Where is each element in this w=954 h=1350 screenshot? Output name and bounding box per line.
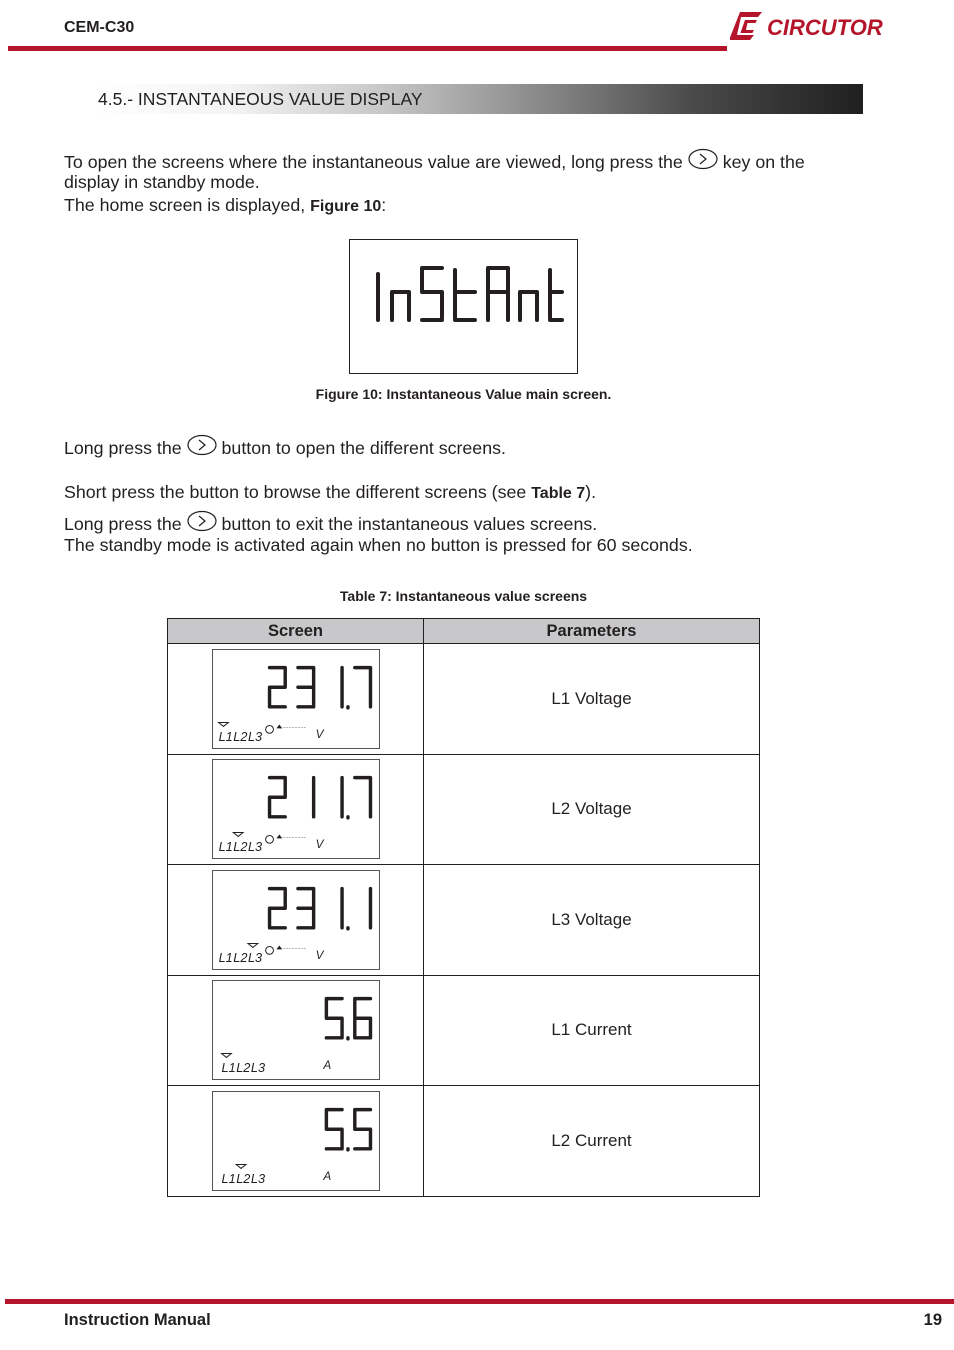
parameter-cell: L1 Current	[424, 975, 760, 1086]
logo-wordmark: CIRCUTOR	[767, 15, 883, 40]
lcd-screen	[212, 649, 380, 749]
lcd-unit: A	[322, 1169, 331, 1183]
lcd-phase-indicator	[236, 1164, 246, 1168]
intro-line-3: The home screen is displayed, Figure 10:	[64, 195, 387, 215]
parameter-cell: L3 Voltage	[424, 865, 760, 976]
lcd-phase-label: L3	[247, 728, 262, 744]
lcd-screen	[212, 1091, 380, 1191]
table-row	[168, 865, 760, 976]
instantaneous-screens-table	[167, 618, 760, 1197]
parameter-cell: L2 Current	[424, 1086, 760, 1197]
screen-cell	[168, 754, 424, 865]
lcd-phase-label: L1	[221, 1170, 236, 1186]
parameter-cell: L1 Voltage	[424, 644, 760, 755]
section-bar	[90, 84, 863, 114]
short-press-line: Short press the button to browse the different screens (see Table 7).	[64, 482, 597, 502]
lcd-screen	[212, 870, 380, 970]
section-title: 4.5.- INSTANTANEOUS VALUE DISPLAY	[98, 89, 423, 109]
lcd-unit: A	[322, 1059, 331, 1073]
lcd-phase-label: L3	[250, 1170, 265, 1186]
circutor-logo	[730, 8, 910, 46]
lcd-phase-label: L1	[218, 728, 233, 744]
standby-line: The standby mode is activated again when no button is pressed for 60 seconds.	[64, 535, 693, 555]
screen-cell	[168, 975, 424, 1086]
lcd-digits	[269, 888, 370, 928]
lcd-arrow-icon	[276, 724, 282, 728]
lcd-phase-label: L1	[221, 1060, 236, 1076]
lcd-unit: V	[315, 727, 323, 741]
right-arrow-key-icon	[187, 434, 217, 456]
footer-rule	[5, 1299, 954, 1304]
lcd-phase-label: L2	[232, 728, 247, 744]
screen-cell	[168, 865, 424, 976]
lcd-symbol-icon	[265, 725, 273, 733]
lcd-phase-label: L2	[235, 1170, 250, 1186]
right-arrow-key-icon	[187, 510, 217, 532]
intro-line-1: To open the screens where the instantaneous value are viewed, long press the key on the	[64, 148, 805, 174]
table-row	[168, 975, 760, 1086]
lcd-phase-label: L3	[247, 839, 262, 855]
lcd-phase-label: L3	[247, 949, 262, 965]
table-7-caption: Table 7: Instantaneous value screens	[339, 588, 588, 604]
right-arrow-key-icon	[688, 148, 718, 170]
table-ref: Table 7	[531, 485, 586, 502]
long-press-exit-line: Long press the button to exit the instantaneous values screens.	[64, 510, 597, 536]
lcd-screen	[212, 980, 380, 1080]
lcd-digits	[326, 999, 370, 1039]
table-row	[168, 754, 760, 865]
lcd-phase-indicator	[218, 722, 228, 726]
parameter-cell: L2 Voltage	[424, 754, 760, 865]
header-rule	[8, 46, 727, 51]
header-screen: Screen	[168, 619, 424, 644]
lcd-phase-label: L2	[232, 839, 247, 855]
lcd-phase-label: L2	[232, 949, 247, 965]
lcd-digits	[269, 778, 370, 818]
lcd-arrow-icon	[276, 945, 282, 949]
lcd-phase-indicator	[247, 943, 257, 947]
lcd-digits	[269, 667, 370, 707]
lcd-unit: V	[315, 838, 323, 852]
lcd-phase-label: L1	[218, 949, 233, 965]
figure-10-display	[349, 239, 578, 374]
lcd-screen	[212, 759, 380, 859]
lcd-phase-indicator	[233, 833, 243, 837]
figure-10-caption: Figure 10: Instantaneous Value main screen.	[315, 386, 612, 402]
lcd-phase-indicator	[221, 1054, 231, 1058]
table-header-row	[168, 619, 760, 644]
page-number: 19	[923, 1311, 942, 1329]
screen-cell	[168, 1086, 424, 1197]
screen-cell	[168, 644, 424, 755]
instant-lcd	[350, 240, 577, 373]
circutor-logo-icon	[730, 12, 762, 40]
lcd-phase-label: L2	[235, 1060, 250, 1076]
long-press-open-line: Long press the button to open the different screens.	[64, 434, 506, 460]
header-parameters: Parameters	[424, 619, 760, 644]
footer-manual: Instruction Manual	[64, 1311, 211, 1329]
figure-ref: Figure 10	[310, 198, 382, 215]
lcd-digits	[326, 1109, 370, 1149]
lcd-phase-label: L3	[250, 1060, 265, 1076]
table-row	[168, 1086, 760, 1197]
intro-line-2: display in standby mode.	[64, 172, 260, 192]
lcd-symbol-icon	[265, 946, 273, 954]
lcd-phase-label: L1	[218, 839, 233, 855]
lcd-symbol-icon	[265, 836, 273, 844]
table-row	[168, 644, 760, 755]
lcd-arrow-icon	[276, 835, 282, 839]
header-model: CEM-C30	[64, 19, 135, 36]
lcd-unit: V	[315, 948, 323, 962]
